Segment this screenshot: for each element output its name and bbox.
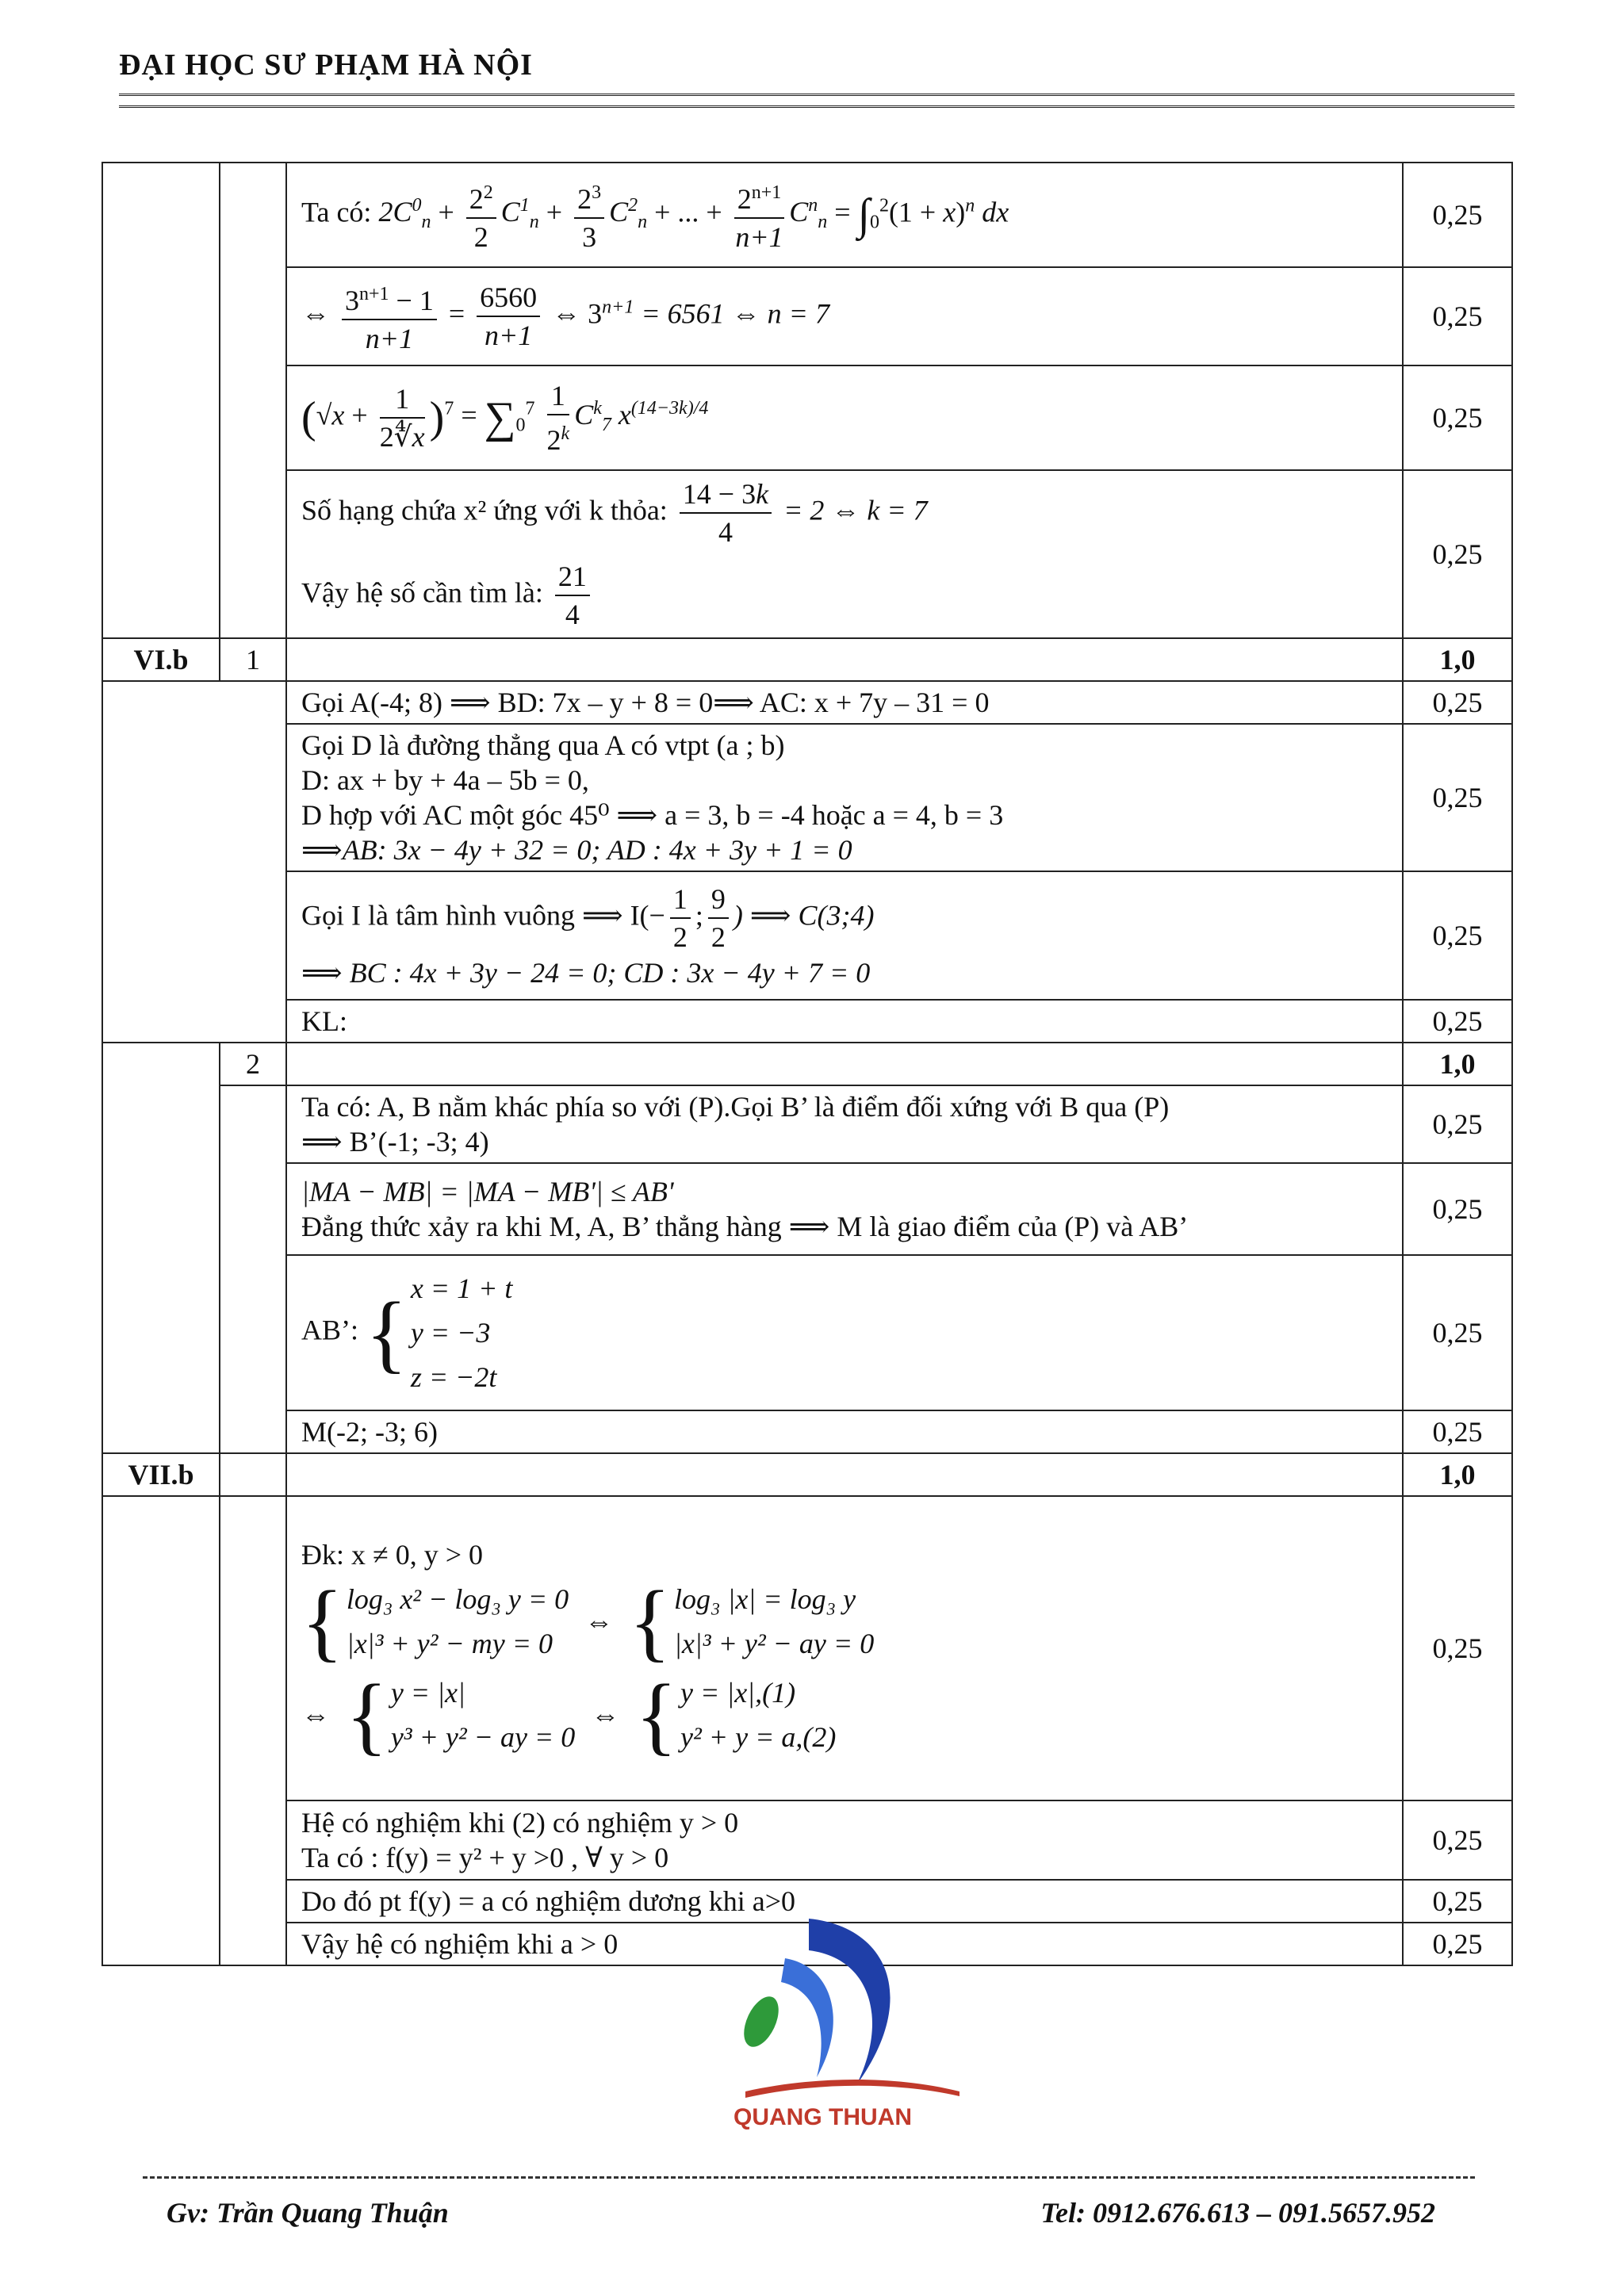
text-row: Gọi A(-4; 8) ⟹ BD: 7x – y + 8 = 0⟹ AC: x + 7y – 31 = 0 — [286, 681, 1403, 724]
subsection-1: 1 — [220, 638, 286, 681]
footer-rule — [143, 2176, 1475, 2179]
score-cell: 0,25 — [1403, 681, 1512, 724]
score-cell: 0,25 — [1403, 1255, 1512, 1410]
text-row: KL: — [286, 1000, 1403, 1043]
logo-red-underline — [745, 2080, 959, 2098]
text-row-block: Gọi D là đường thẳng qua A có vtpt (a ; b) D: ax + by + 4a – 5b = 0, D hợp với AC một góc 45⁰ ⟹ a = 3, b = -4 hoặc a = 4, b = 3 ⟹AB: 3x − 4y + 32 = 0; AD : 4x + 3y + 1 = 0 — [286, 724, 1403, 871]
logo-green-leaf — [737, 1992, 785, 2053]
score-cell: 0,25 — [1403, 365, 1512, 470]
subsection-2: 2 — [220, 1043, 286, 1085]
score-cell: 0,25 — [1403, 1880, 1512, 1923]
score-cell: 0,25 — [1403, 724, 1512, 871]
section-cell-empty — [102, 163, 220, 638]
score-cell: 0,25 — [1403, 470, 1512, 638]
section-score: 1,0 — [1403, 638, 1512, 681]
subsection-cell-empty — [220, 163, 286, 638]
score-cell: 0,25 — [1403, 1163, 1512, 1255]
math-row-1: Ta có: $2C^0_n$ + $\frac{2^2}{2}$ $C^1_n$ + $\frac{2^3}{3}$ $C^2_n$ + ... + $\frac{2^{n+1}}{n+1}$ $C^n_n = \int_0^2(1 + x)^n$ dx — [286, 163, 1403, 267]
text-row: Vậy hệ có nghiệm khi a > 0 — [286, 1923, 1403, 1965]
system-row: AB’: { x = 1 + t y = −3 z = −2t — [286, 1255, 1403, 1410]
footer-teacher: Gv: Trần Quang Thuận — [167, 2197, 449, 2229]
score-cell: 0,25 — [1403, 1496, 1512, 1800]
section-blank — [102, 681, 286, 1043]
text-row: Do đó pt f(y) = a có nghiệm dương khi a>0 — [286, 1880, 1403, 1923]
math-row-4: Số hạng chứa x² ứng với k thỏa: $\frac{14 - 3k}{4}$ = 2 ⇔ k = 7 Vậy hệ số cần tìm là: $\frac{21}{4}$ — [286, 470, 1403, 638]
section-label-viib: VII.b — [102, 1453, 220, 1496]
math-row-3: (√x + $\frac{1}{2∜x}$ )$^7 = \sum_0^7$ $\frac{1}{2^k}$ $C^k_7$ $x^{(14-3k)/4}$ — [286, 365, 1403, 470]
math-row-2: ⇔ $\frac{3^{n+1} - 1}{n+1}$ = $\frac{6560}{n+1}$ ⇔ $3^{n+1} = 6561$ ⇔ n = 7 — [286, 267, 1403, 365]
text-row-block: Hệ có nghiệm khi (2) có nghiệm y > 0 Ta có : f(y) = y² + y >0 , ∀ y > 0 — [286, 1800, 1403, 1880]
empty-cell — [220, 1453, 286, 1496]
text-row-block: |MA − MB| = |MA − MB'| ≤ AB' Đẳng thức xảy ra khi M, A, B’ thẳng hàng ⟹ M là giao điểm của (P) và AB’ — [286, 1163, 1403, 1255]
section-blank — [102, 1043, 220, 1453]
text-row-block: Ta có: A, B nằm khác phía so với (P).Gọi B’ là điểm đối xứng với B qua (P) ⟹ B’(-1; -3; 4) — [286, 1085, 1403, 1163]
score-cell: 0,25 — [1403, 267, 1512, 365]
logo-blue-swoosh-inner — [781, 1958, 833, 2077]
logo-text: QUANG THUAN — [733, 2104, 912, 2130]
text-row-block: Gọi I là tâm hình vuông ⟹ I(− $\frac{1}{2}$ ; $\frac{9}{2}$ ) ⟹ C(3;4) ⟹ BC : 4x + 3y − 24 = 0; CD : 3x − 4y + 7 = 0 — [286, 871, 1403, 1000]
quang-thuan-logo — [698, 1903, 967, 2141]
empty-cell — [286, 1043, 1403, 1085]
score-cell: 0,25 — [1403, 1410, 1512, 1453]
footer-phone: Tel: 0912.676.613 – 091.5657.952 — [1040, 2197, 1435, 2229]
score-cell: 0,25 — [1403, 1085, 1512, 1163]
score-cell: 0,25 — [1403, 1000, 1512, 1043]
solution-table — [102, 162, 1513, 1966]
score-cell: 0,25 — [1403, 871, 1512, 1000]
section-score: 1,0 — [1403, 1453, 1512, 1496]
system-block: Đk: x ≠ 0, y > 0 { log₃ x² − log₃ y = 0 |x|³ + y² − my = 0 ⇔ { log₃ |x| = log₃ y |x|³ + y² − ay = 0 ⇔ { y = |x| y³ + y² − ay = 0 ⇔ { y = |x|,(1) y² + y = a,(2) — [286, 1496, 1403, 1800]
subsection-blank — [220, 1496, 286, 1965]
subsection-blank — [220, 1085, 286, 1453]
header-double-rule — [119, 94, 1515, 108]
section-blank — [102, 1496, 220, 1965]
section-score: 1,0 — [1403, 1043, 1512, 1085]
empty-cell — [286, 1453, 1403, 1496]
score-cell: 0,25 — [1403, 163, 1512, 267]
page-header-title: ĐẠI HỌC SƯ PHẠM HÀ NỘI — [119, 48, 533, 82]
text-row: M(-2; -3; 6) — [286, 1410, 1403, 1453]
empty-cell — [286, 638, 1403, 681]
section-label-vib: VI.b — [102, 638, 220, 681]
score-cell: 0,25 — [1403, 1800, 1512, 1880]
score-cell: 0,25 — [1403, 1923, 1512, 1965]
